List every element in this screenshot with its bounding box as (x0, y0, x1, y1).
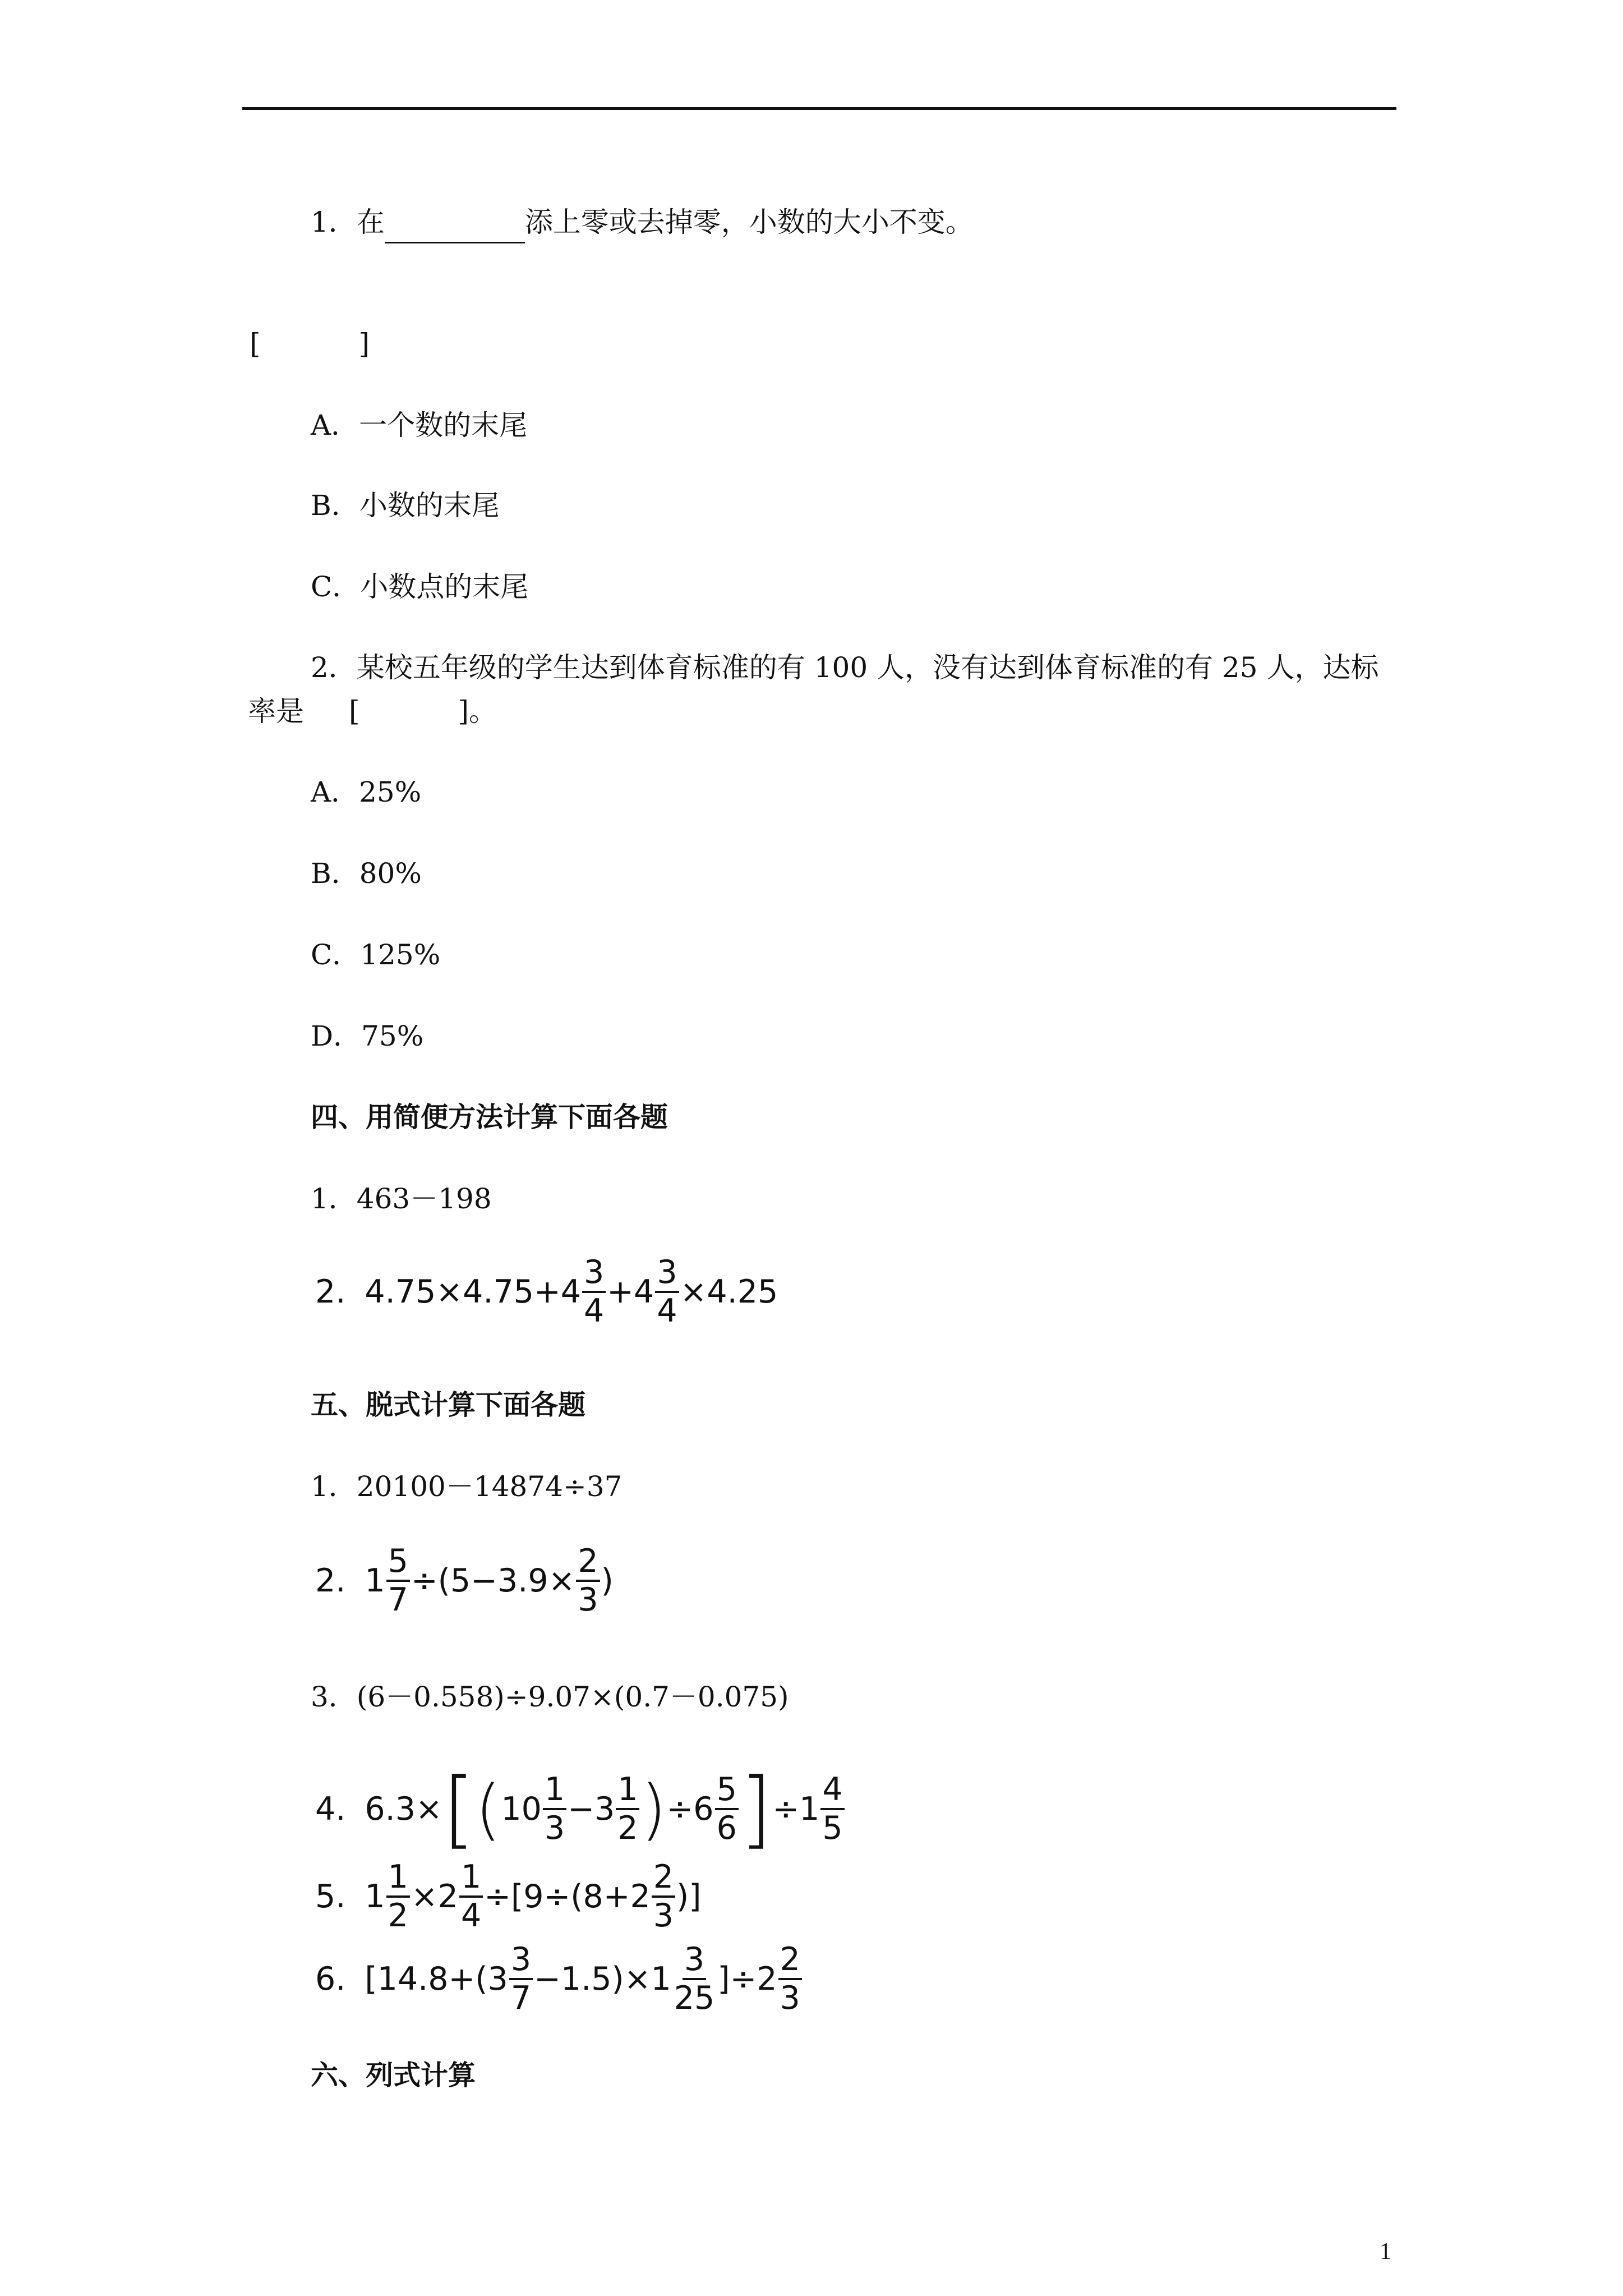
question-1-option-c: C．小数点的末尾 (311, 570, 529, 603)
question-1-option-b: B．小数的末尾 (311, 489, 500, 522)
fraction: $\frac{1}{4}$ (459, 1861, 483, 1932)
fraction: $\frac{3}{25}$ (674, 1941, 715, 2017)
section-5-problem-4: 4. 6.3× [ ( 10 $\frac{1}{3}$ −3 $\frac{1}{2}$ ) ÷6 $\frac{5}{6}$ ] ÷1 $\frac{4}{5}$ (315, 1767, 846, 1851)
left-bracket: [ (442, 1760, 476, 1858)
section-5-heading: 五、脱式计算下面各题 (311, 1389, 586, 1421)
question-1-text-before: 在 (356, 206, 385, 238)
section-6-heading: 六、列式计算 (311, 2059, 476, 2091)
fraction: $\frac{3}{4}$ (655, 1257, 679, 1327)
page-number: 1 (1380, 2239, 1391, 2265)
fraction: $\frac{2}{3}$ (778, 1944, 802, 2014)
question-1-number: 1． (311, 206, 357, 238)
question-2-line-2: 率是 [ ]。 (248, 695, 497, 728)
question-1-answer-bracket: [ ] (250, 328, 370, 360)
question-2-option-d: D．75% (311, 1020, 424, 1052)
section-5-problem-3: 3．(6－0.558)÷9.07×(0.7－0.075) (311, 1681, 789, 1713)
fraction: $\frac{2}{3}$ (652, 1861, 675, 1932)
question-1 (311, 203, 974, 243)
fraction: $\frac{1}{2}$ (386, 1861, 410, 1932)
section-5-problem-1: 1．20100－14874÷37 (311, 1470, 623, 1503)
fraction: $\frac{4}{5}$ (820, 1774, 844, 1844)
fraction: $\frac{5}{6}$ (715, 1774, 739, 1844)
header-rule (242, 107, 1396, 110)
fraction: $\frac{2}{3}$ (576, 1545, 600, 1616)
left-paren: ( (475, 1770, 501, 1848)
question-1-blank (385, 203, 525, 243)
right-bracket: ] (739, 1760, 773, 1858)
question-2-option-a: A．25% (311, 776, 422, 808)
fraction: $\frac{1}{3}$ (543, 1774, 566, 1844)
fraction: $\frac{5}{7}$ (386, 1545, 410, 1616)
section-5-problem-6: 6. [14.8+(3 $\frac{3}{7}$ −1.5)×1 $\frac{3}{25}$ ]÷2 $\frac{2}{3}$ (315, 1944, 803, 2014)
question-2-line-1: 2．某校五年级的学生达到体育标准的有 100 人，没有达到体育标准的有 25 人，达标 (311, 651, 1379, 684)
fraction: $\frac{3}{7}$ (509, 1944, 533, 2014)
section-5-problem-2: 2. 1 $\frac{5}{7}$ ÷(5−3.9× $\frac{2}{3}$ ) (315, 1543, 614, 1618)
section-4-problem-1: 1．463－198 (311, 1182, 492, 1215)
right-paren: ) (640, 1770, 667, 1848)
question-1-option-a: A．一个数的末尾 (311, 409, 528, 441)
fraction: $\frac{1}{2}$ (616, 1774, 639, 1844)
fraction: $\frac{3}{4}$ (582, 1257, 606, 1327)
question-2-option-c: C．125% (311, 938, 441, 971)
question-1-text-after: 添上零或去掉零，小数的大小不变。 (524, 206, 974, 238)
section-4-heading: 四、用简便方法计算下面各题 (311, 1101, 668, 1133)
section-5-problem-5: 5. 1 $\frac{1}{2}$ ×2 $\frac{1}{4}$ ÷[9÷(8+2 $\frac{2}{3}$ )] (315, 1858, 702, 1934)
section-4-problem-2: 2. 4.75×4.75+4 $\frac{3}{4}$ +4 $\frac{3}{4}$ ×4.25 (315, 1254, 778, 1329)
question-2-option-b: B．80% (311, 857, 422, 890)
